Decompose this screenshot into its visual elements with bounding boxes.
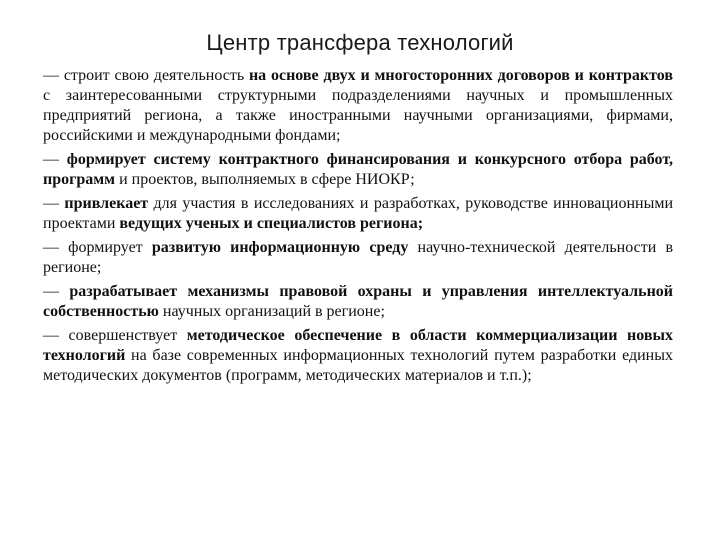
text-run: — (43, 151, 67, 168)
list-item (43, 282, 673, 322)
text-run: — (43, 283, 70, 300)
bold-text-run: разрабатывает механизмы правовой охраны и управления интеллектуальной собственностью (43, 283, 674, 320)
list-item (43, 326, 673, 386)
slide-body (43, 66, 673, 390)
list-item (43, 194, 673, 234)
bold-text-run: методическое обеспечение в области коммерциализации новых технологий (43, 327, 673, 364)
bold-text-run: формирует систему контрактного финансирования и конкурсного отбора работ, программ (43, 151, 673, 188)
list-item (43, 66, 673, 146)
text-run: и проектов, выполняемых в сфере НИОКР; (115, 171, 415, 188)
list-item (43, 150, 673, 190)
bold-text-run: ведущих ученых и специалистов региона; (119, 215, 424, 232)
text-run: — (43, 195, 65, 212)
text-run: на базе современных информационных технологий путем разработки единых методических документов (программ, методических материалов и т.п.); (43, 347, 673, 384)
text-run: для участия в исследованиях и разработках, руководстве инновационными проектами (43, 195, 674, 232)
list-item (43, 238, 673, 278)
text-run: научно-технической деятельности в регионе; (43, 239, 673, 276)
text-run: — строит свою деятельность (43, 67, 249, 84)
text-run: — формирует (43, 239, 152, 256)
text-run: с заинтересованными структурными подразделениями научных и промышленных предприятий региона, а также иностранными научными организациями, фирмами, российскими и международными фондами; (43, 87, 673, 144)
bold-text-run: привлекает (64, 195, 149, 212)
bold-text-run: на основе двух и многосторонних договоров и контрактов (248, 67, 674, 84)
slide-title: Центр трансфера технологий (206, 30, 514, 55)
text-run: — совершенствует (43, 327, 187, 344)
text-run: научных организаций в регионе; (158, 303, 385, 320)
bold-text-run: развитую информационную среду (151, 239, 409, 256)
